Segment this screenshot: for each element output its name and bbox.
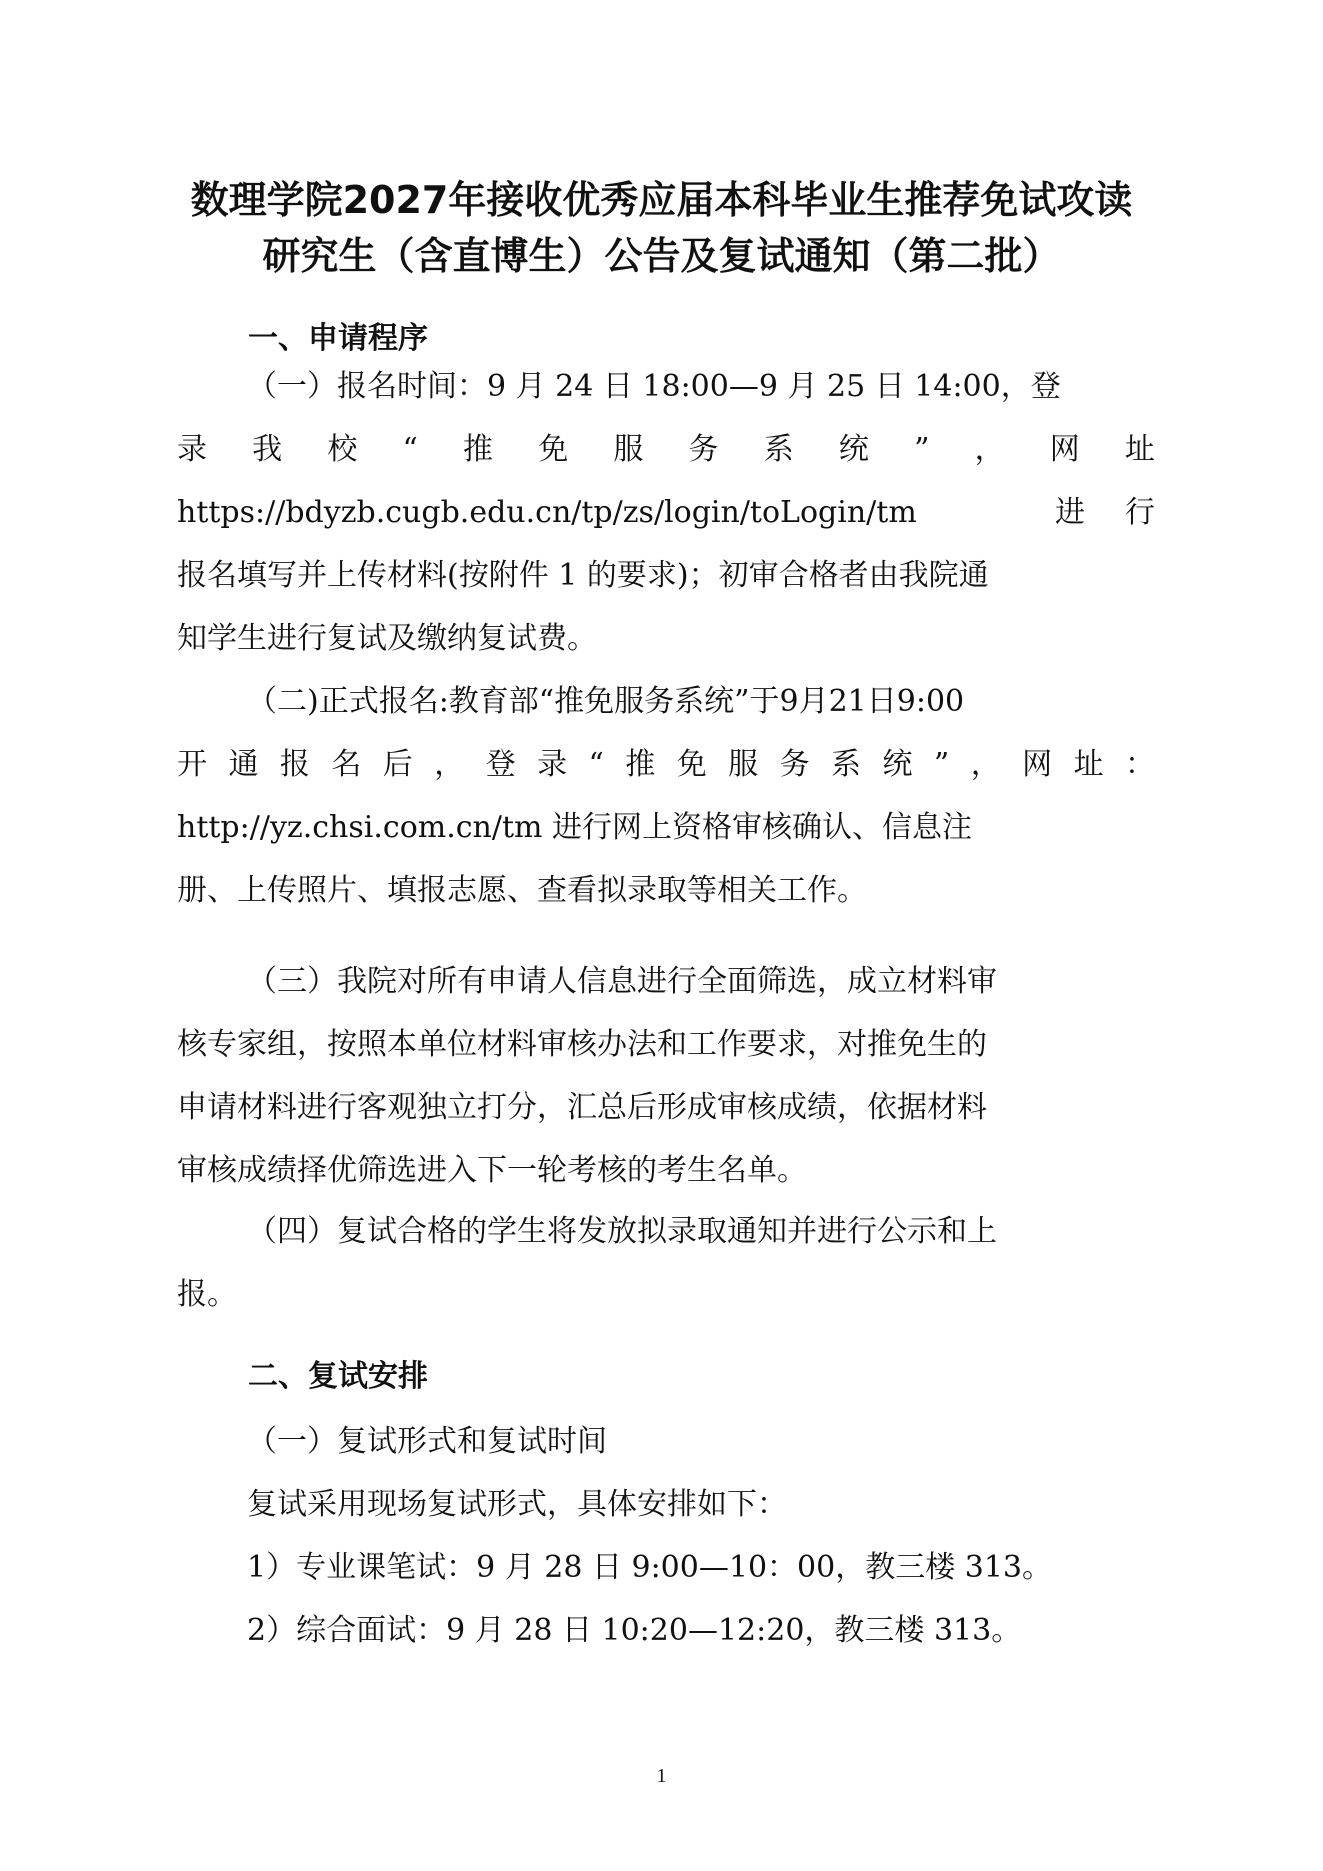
document-title-line-1: 数理学院2027年接收优秀应届本科毕业生推荐免试攻读 bbox=[190, 178, 1133, 222]
page-number: 1 bbox=[656, 1765, 667, 1787]
paragraph-line: 复试采用现场复试形式，具体安排如下： bbox=[247, 1487, 787, 1522]
paragraph-material-review bbox=[177, 950, 1155, 1202]
paragraph-reexam-details bbox=[177, 1410, 1155, 1662]
paragraph-line-with-url[interactable]: http://yz.chsi.com.cn/tm 进行网上资格审核确认、信息注 bbox=[177, 810, 973, 845]
paragraph-line: （二)正式报名:教育部“推免服务系统”于9月21日9:00 bbox=[247, 684, 965, 719]
paragraph-line-justified: 开 通 报 名 后 ， 登 录 “ 推 免 服 务 系 统 ” ， 网 址 ： bbox=[177, 747, 1155, 782]
paragraph-registration-time bbox=[177, 355, 1155, 670]
paragraph-formal-registration bbox=[177, 670, 1155, 922]
paragraph-admission-notice bbox=[177, 1200, 1155, 1326]
recommendation-system-url[interactable]: https://bdyzb.cugb.edu.cn/tp/zs/login/toLogin/tm bbox=[177, 495, 917, 530]
paragraph-line: 审核成绩择优筛选进入下一轮考核的考生名单。 bbox=[177, 1153, 807, 1188]
paragraph-line: 2）综合面试：9 月 28 日 10:20—12:20，教三楼 313。 bbox=[247, 1613, 1022, 1648]
paragraph-line: 1）专业课笔试：9 月 28 日 9:00—10：00，教三楼 313。 bbox=[247, 1550, 1053, 1585]
paragraph-line: （三）我院对所有申请人信息进行全面筛选，成立材料审 bbox=[247, 964, 997, 999]
section-heading-reexam-arrangement: 二、复试安排 bbox=[248, 1359, 428, 1394]
paragraph-line-justified: https://bdyzb.cugb.edu.cn/tp/zs/login/toLogin/tm 进 行 bbox=[177, 481, 1155, 544]
paragraph-line: （一）复试形式和复试时间 bbox=[247, 1424, 607, 1459]
paragraph-line: 核专家组，按照本单位材料审核办法和工作要求，对推免生的 bbox=[177, 1027, 987, 1062]
paragraph-line: 报名填写并上传材料(按附件 1 的要求)；初审合格者由我院通 bbox=[177, 558, 989, 593]
section-heading-application-procedure: 一、申请程序 bbox=[248, 321, 428, 356]
paragraph-line: （一）报名时间：9 月 24 日 18:00—9 月 25 日 14:00，登 bbox=[247, 369, 1061, 404]
paragraph-line: 报。 bbox=[177, 1277, 237, 1312]
document-title-line-2: 研究生（含直博生）公告及复试通知（第二批） bbox=[262, 234, 1061, 278]
paragraph-line: 申请材料进行客观独立打分，汇总后形成审核成绩，依据材料 bbox=[177, 1090, 987, 1125]
paragraph-line: 知学生进行复试及缴纳复试费。 bbox=[177, 621, 597, 656]
paragraph-line-justified: 录 我 校 “ 推 免 服 务 系 统 ” ， 网 址 bbox=[177, 432, 1155, 467]
paragraph-line: 册、上传照片、填报志愿、查看拟录取等相关工作。 bbox=[177, 873, 867, 908]
paragraph-line: （四）复试合格的学生将发放拟录取通知并进行公示和上 bbox=[247, 1214, 997, 1249]
